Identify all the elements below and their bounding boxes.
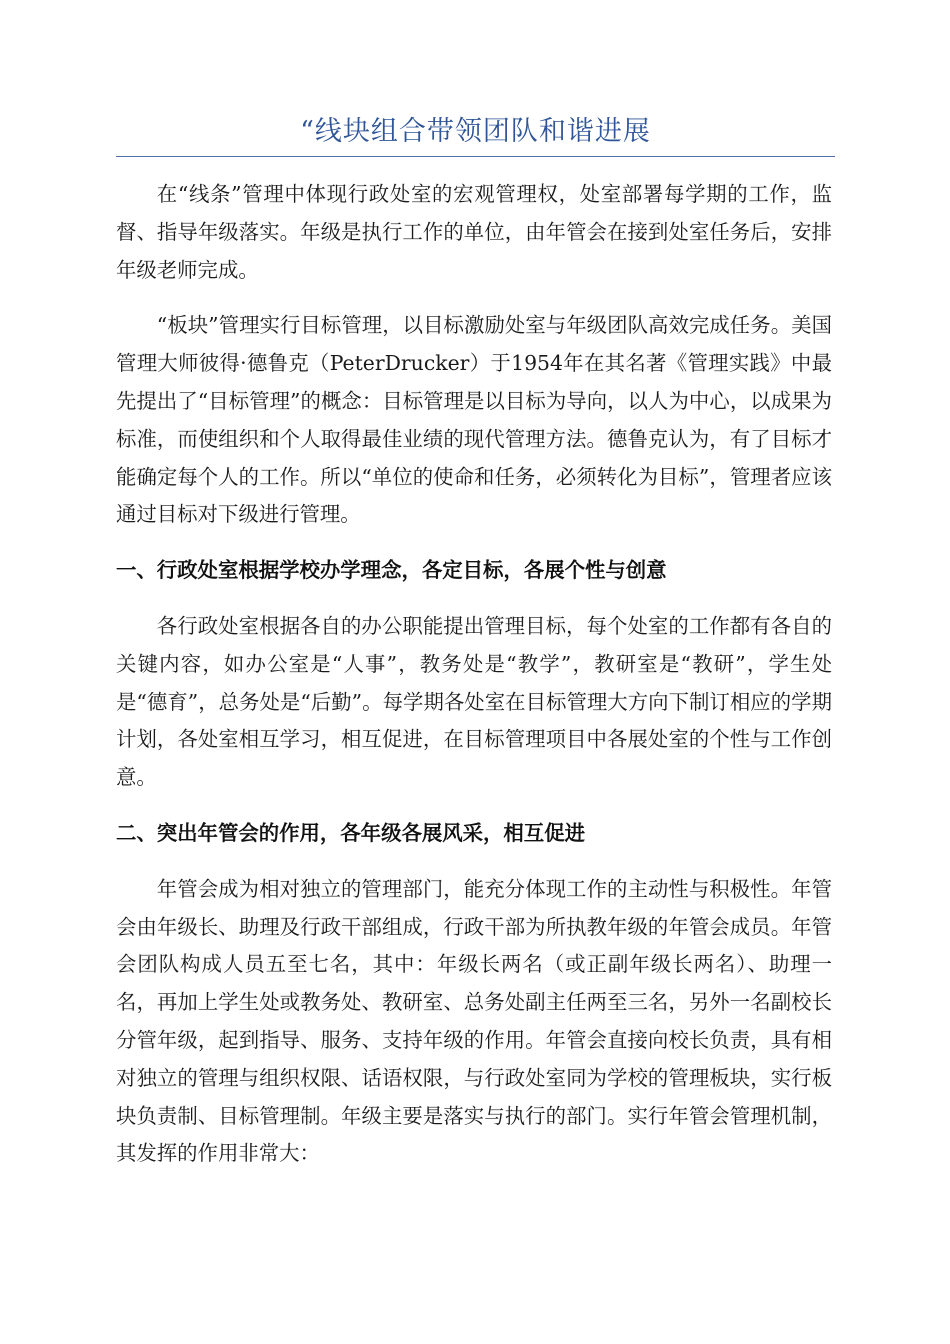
paragraph-lines: 在“线条”管理中体现行政处室的宏观管理权，处室部署每学期的工作，监督、指导年级落实。年级是执行工作的单位，由年管会在接到处室任务后，安排年级老师完成。 [116,182,832,282]
paragraph-section-1: 各行政处室根据各自的办公职能提出管理目标，每个处室的工作都有各自的关键内容，如办公室是“人事”，教务处是“教学”，教研室是“教研”，学生处是“德育”，总务处是“后勤”。每学期各处室在目标管理大方向下制订相应的学期计划，各处室相互学习，相互促进，在目标管理项目中各展处室的个性与工作创意。 [116,613,832,790]
page-title: “线块组合带领团队和谐进展 [300,116,651,147]
section-heading-2: 二、突出年管会的作用，各年级各展风采，相互促进 [116,820,585,845]
title-block [116,112,835,157]
paragraph-section-2: 年管会成为相对独立的管理部门，能充分体现工作的主动性与积极性。年管会由年级长、助理及行政干部组成，行政干部为所执教年级的年管会成员。年管会团队构成人员五至七名，其中：年级长两名（或正副年级长两名）、助理一名，再加上学生处或教务处、教研室、总务处副主任两至三名，另外一名副校长分管年级，起到指导、服务、支持年级的作用。年管会直接向校长负责，具有相对独立的管理与组织权限、话语权限，与行政处室同为学校的管理板块，实行板块负责制、目标管理制。年级主要是落实与执行的部门。实行年管会管理机制，其发挥的作用非常大： [116,876,832,1166]
document-body [116,176,832,1191]
paragraph-blocks: “板块”管理实行目标管理，以目标激励处室与年级团队高效完成任务。美国管理大师彼得·德鲁克（PeterDrucker）于1954年在其名著《管理实践》中最先提出了“目标管理”的概念：目标管理是以目标为导向，以人为中心，以成果为标准，而使组织和个人取得最佳业绩的现代管理方法。德鲁克认为，有了目标才能确定每个人的工作。所以“单位的使命和任务，必须转化为目标”，管理者应该通过目标对下级进行管理。 [116,313,832,527]
section-heading-1: 一、行政处室根据学校办学理念，各定目标，各展个性与创意 [116,558,667,583]
